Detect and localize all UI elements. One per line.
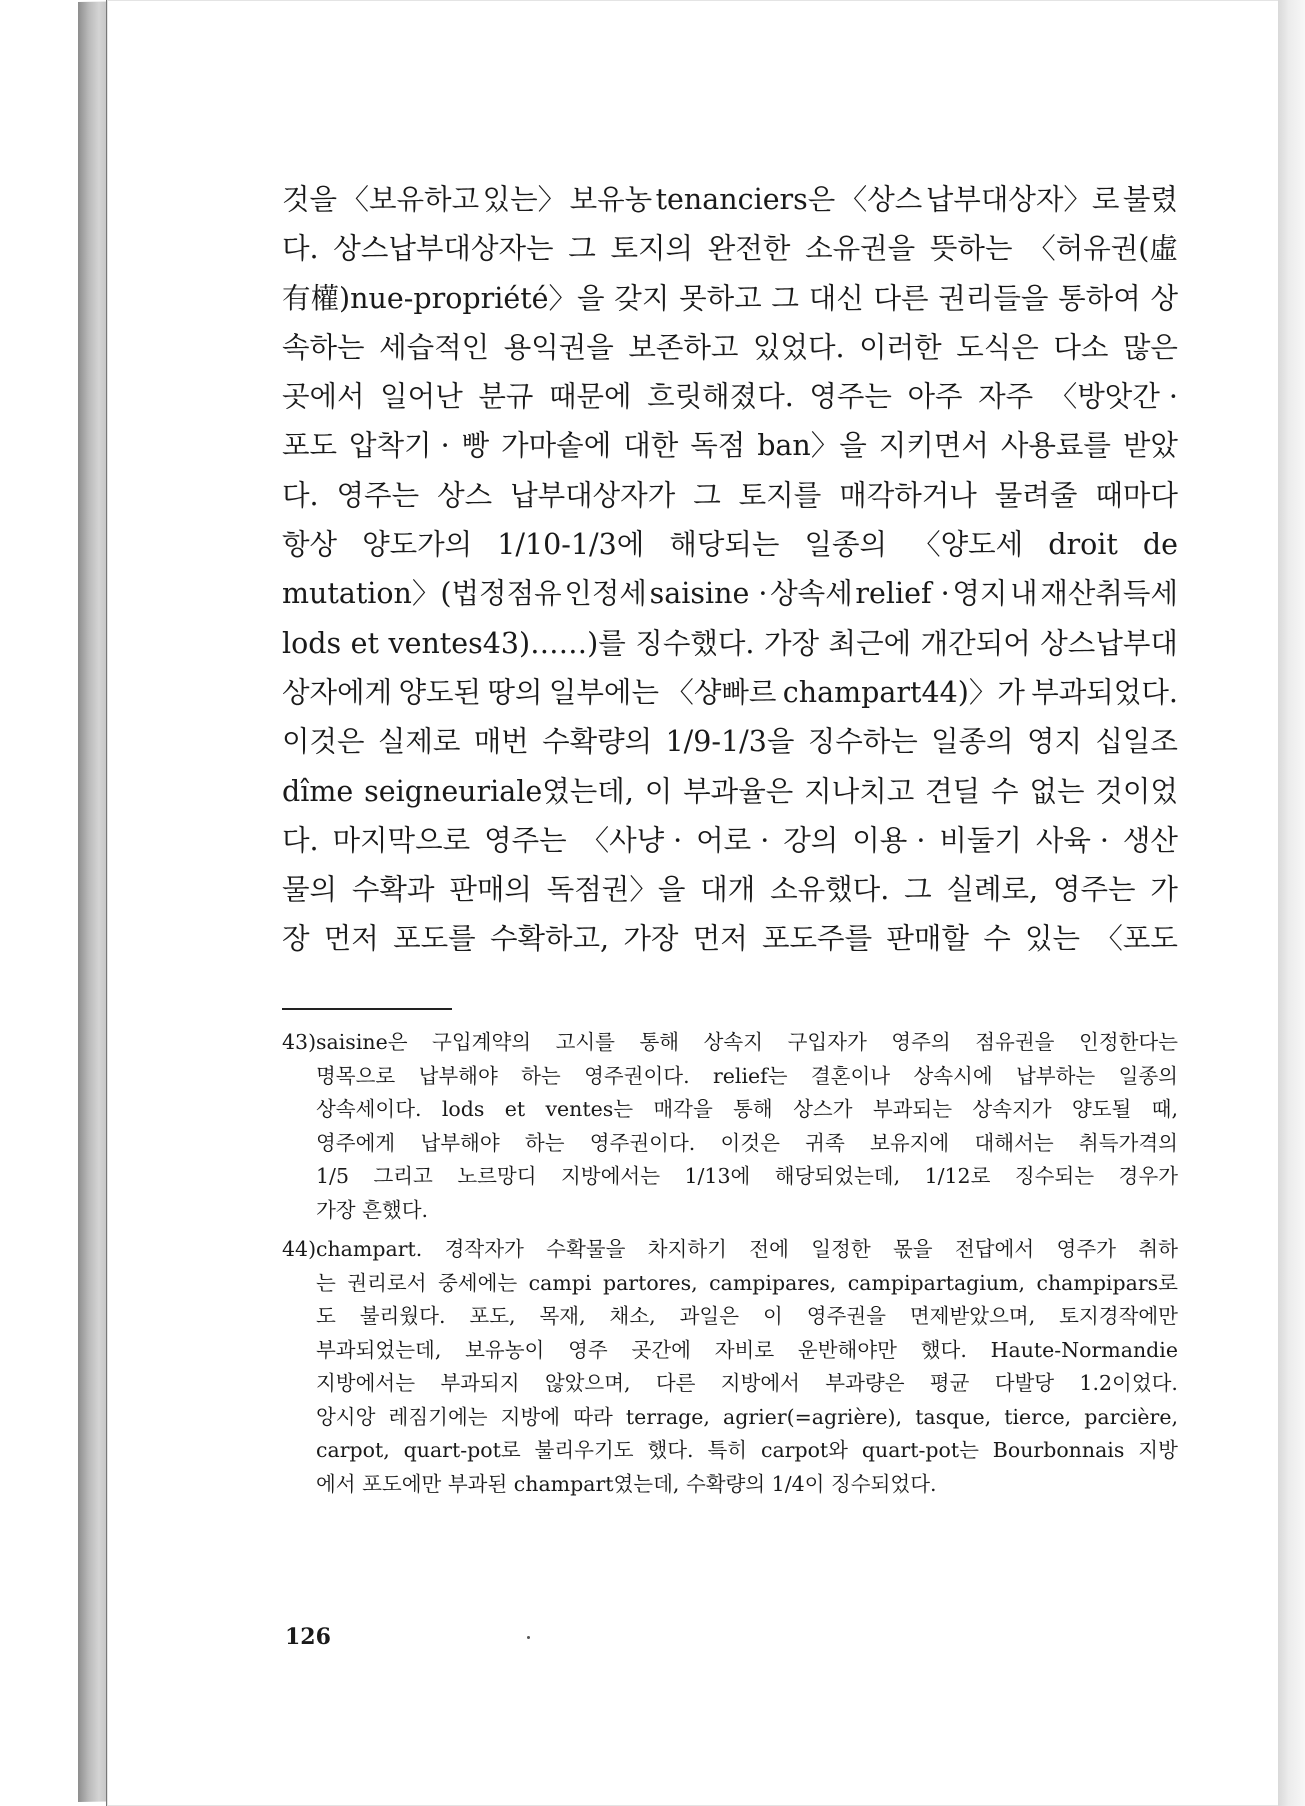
footnote-word: 부과되는 [872, 1097, 953, 1121]
body-word: 수확하고, [489, 922, 610, 956]
body-word: 가마솥에 [501, 429, 612, 463]
footnote-word: 구입자가 [787, 1030, 867, 1054]
page-number: 126 [285, 1624, 331, 1650]
body-line [282, 224, 1178, 273]
footnote-word: 이것은 [720, 1130, 780, 1155]
body-word: 수확량의 [542, 725, 653, 759]
footnote-word: quart-pot로 [403, 1438, 521, 1462]
body-word: 장 [282, 922, 310, 956]
footnote-word: 결혼이나 [810, 1063, 891, 1088]
footnote-line [316, 1060, 1178, 1094]
body-word: 갖지 [614, 281, 670, 315]
body-word: de [1142, 528, 1178, 562]
body-word: 상스납부대상자는 [333, 232, 554, 266]
body-word: 상스납부대 [1040, 626, 1178, 660]
footnote-line [316, 1434, 1178, 1468]
footnote-word: 납부해야 [420, 1130, 500, 1155]
footnote-line [316, 1334, 1178, 1368]
body-word: 마지막으로 [332, 823, 471, 857]
footnote-word: campipartagium, [847, 1270, 1025, 1295]
body-word: relief · [855, 577, 950, 611]
body-word: ban〉을 [757, 429, 867, 463]
footnote-word: 해당되었는데, [774, 1164, 901, 1188]
body-word: 물려줄 [994, 478, 1078, 512]
body-word: 일종의 [931, 725, 1014, 759]
footnote-word: 통해 [733, 1097, 773, 1121]
footnote-word: 차지하기 [647, 1237, 727, 1261]
footnote-word: 상스가 [793, 1097, 853, 1121]
body-word: 불렸 [1122, 183, 1178, 216]
body-word: 견딜 [925, 774, 981, 808]
footnotes [282, 1026, 1178, 1507]
body-word: 〈포도 [1094, 922, 1178, 956]
body-word: 것을 [282, 183, 338, 216]
body-word: 속하는 [282, 330, 365, 364]
footnote-word: 1/13에 [684, 1164, 751, 1188]
footnote-word: 몫을 [893, 1237, 933, 1261]
footnote-word: carpot와 [760, 1438, 848, 1462]
body-word: 가장 [763, 626, 820, 660]
body-word: droit [1048, 528, 1118, 562]
body-word: 아주 [907, 380, 963, 414]
footnote-word: 일종의 [1118, 1063, 1178, 1088]
body-word: 대신 [808, 281, 864, 315]
body-word: 납부대상자가 [510, 478, 676, 512]
footnote-word: Bourbonnais [992, 1438, 1125, 1462]
footnote-word: 이 [762, 1304, 783, 1328]
body-word: 사용료를 [1000, 429, 1111, 463]
body-word: 〈양도세 [912, 528, 1024, 562]
footnote-word: 자비로 [714, 1337, 775, 1362]
body-word: 부과되었다. [1031, 675, 1178, 709]
footnote-word: 도 [316, 1304, 336, 1328]
footnote-word: 운반해야만 [797, 1337, 897, 1362]
footnote-word: 상속지 [703, 1030, 764, 1054]
body-word: 영주는 [1052, 873, 1136, 907]
footnote-43 [282, 1026, 1178, 1227]
footnote-word: 지방에서는 [561, 1164, 661, 1188]
footnote-word: 가장 흔했다. [316, 1197, 429, 1222]
body-word: 납부대상자〉로 [925, 183, 1120, 216]
body-word: 영주는 [809, 380, 892, 414]
footnote-word: 일정한 [811, 1237, 871, 1261]
body-word: 매각하거나 [839, 478, 977, 512]
body-word: 강의 [783, 823, 839, 857]
footnote-line [316, 1401, 1178, 1435]
body-word: tenanciers은 [655, 183, 836, 216]
body-word: dîme [282, 774, 354, 808]
body-word: 못하고 [679, 281, 762, 315]
footnote-line [316, 1194, 1178, 1228]
body-word: 이것은 [282, 725, 365, 759]
body-line [282, 668, 1178, 717]
body-word: 이러한 [859, 330, 942, 364]
body-word: et [350, 626, 379, 660]
footnote-word: 에서 포도에만 부과된 champart였는데, 수확량의 1/4이 징수되었다. [316, 1471, 937, 1496]
body-word: 영지 [1026, 725, 1083, 759]
footnote-word: 영주에게 [316, 1130, 396, 1155]
body-word: 〈샹빠르 [665, 675, 777, 709]
footnote-word: 1/12로 [924, 1164, 991, 1188]
body-word: 토지를 [738, 478, 822, 512]
body-word: 이용 · [852, 823, 926, 857]
footnote-word: 납부하는 [1016, 1063, 1096, 1088]
body-line [282, 520, 1178, 569]
footnote-word: 부과되지 [440, 1371, 520, 1395]
footnote-divider [282, 1008, 452, 1010]
book-spine [78, 1, 108, 1802]
body-word: 상스 [437, 478, 493, 512]
footnote-word: 지방에서는 [316, 1371, 416, 1395]
body-word: 양도가의 [362, 528, 473, 562]
body-word: 1/9-1/3을 [665, 725, 795, 759]
body-word: 때문에 [548, 380, 632, 414]
body-word: 그 [904, 873, 932, 907]
footnote-word: 인정한다는 [1078, 1030, 1178, 1054]
body-word: 수 [991, 774, 1019, 808]
body-word: 보존하고 [628, 330, 739, 364]
body-word: 수 [983, 922, 1011, 956]
body-word: 먼저 [323, 922, 379, 956]
body-word: 없는 [1029, 774, 1085, 808]
body-word: 내 [1010, 577, 1038, 611]
footnote-word: 채소, [609, 1304, 656, 1328]
footnote-word: 명목으로 [316, 1063, 396, 1088]
body-word: 그 [693, 478, 721, 512]
body-word: 대한 [623, 429, 679, 463]
body-word: 다. [282, 232, 319, 266]
body-word: 소유했다. [770, 873, 890, 907]
body-word: 빵 [461, 429, 490, 463]
footnote-line [316, 1367, 1178, 1401]
body-line [282, 569, 1178, 618]
body-word: 실례로, [946, 873, 1039, 907]
body-word: 먼저 [692, 922, 748, 956]
body-line [282, 372, 1178, 421]
footnote-word: 토지경작에만 [1059, 1304, 1178, 1328]
footnote-word: tierce, [1004, 1404, 1072, 1429]
footnote-word: 했다. [920, 1337, 967, 1362]
footnote-word: 노르망디 [457, 1164, 537, 1188]
footnote-word: 점유권을 [975, 1030, 1055, 1054]
footnote-word: campi [528, 1270, 592, 1295]
body-word: 용익권을 [503, 330, 614, 364]
footnote-word: 다발당 [994, 1371, 1055, 1395]
footnote-word: 상속시에 [913, 1063, 993, 1088]
footnote-word: campipares, [709, 1270, 837, 1295]
footnote-word: 양도될 [1071, 1097, 1132, 1121]
body-word: 일어난 [380, 380, 463, 414]
body-word: 지키면서 [878, 429, 989, 463]
body-word: lods [282, 626, 342, 660]
footnote-word: 수확물을 [546, 1237, 626, 1261]
body-word: 어로 · [696, 823, 770, 857]
body-word: 상 [1150, 281, 1178, 315]
footnote-word: carpot, [316, 1438, 390, 1462]
footnote-word: 상속세이다. [316, 1097, 422, 1121]
footnote-word: 때, [1151, 1097, 1178, 1121]
body-word: 〈보유하고 [340, 183, 480, 216]
footnote-word: 하는 [524, 1130, 565, 1155]
body-word: 일종의 [804, 528, 888, 562]
body-word: 영주는 [484, 823, 567, 857]
footnote-word: 납부해야 [418, 1063, 498, 1088]
footnote-word: 곳간에 [631, 1337, 691, 1362]
body-word: 압착기 · [349, 429, 450, 463]
body-word: 실제로 [377, 725, 461, 759]
body-word: 영주는 [336, 478, 420, 512]
footnote-word: 불리웠다. [359, 1304, 446, 1328]
body-word: 1/10-1/3에 [497, 528, 645, 562]
body-word: 포도주를 [762, 922, 873, 956]
footnote-word: 경우가 [1118, 1164, 1178, 1188]
footnote-word: 귀족 [805, 1130, 845, 1155]
body-word: 십일조 [1095, 725, 1178, 759]
footnote-word: 상속지가 [972, 1097, 1052, 1121]
footnote-word: 레짐기에는 [388, 1404, 488, 1429]
footnote-word: 보유지에 [870, 1130, 950, 1155]
footnote-line [316, 1300, 1178, 1334]
body-word: 곳에서 [282, 380, 365, 414]
footnote-word: 전답에서 [954, 1237, 1035, 1261]
body-word: 지나치고 [804, 774, 915, 808]
body-word: 통하여 [1058, 281, 1141, 315]
footnote-word: 따라 [573, 1404, 613, 1429]
footnote-word: 1/5 [316, 1164, 349, 1188]
footnote-word: tasque, [915, 1404, 992, 1429]
footnote-word: champart. [316, 1237, 423, 1261]
footnote-word: 전에 [749, 1237, 789, 1261]
body-word: 완전한 [707, 232, 791, 266]
footnote-number: 44) [282, 1237, 317, 1261]
footnote-word: 부과되었는데, [316, 1337, 442, 1362]
footnote-word: 부과량은 [825, 1371, 905, 1395]
body-word: 대개 [700, 873, 756, 907]
body-word: 소유권을 [805, 232, 916, 266]
body-word: champart44)〉가 [782, 675, 1025, 709]
body-word: 자주 [978, 380, 1034, 414]
body-word: 부과율은 [683, 774, 794, 808]
footnote-word: 중세에는 [437, 1270, 518, 1295]
footnote-word: 취하 [1138, 1237, 1178, 1261]
body-word: 다. [282, 823, 319, 857]
ink-speck [527, 1636, 530, 1639]
body-word: 생산 [1122, 823, 1178, 857]
footnote-word: 는 [316, 1270, 336, 1295]
body-word: 해당되는 [669, 528, 780, 562]
footnote-word: 매각을 [653, 1097, 713, 1121]
footnote-word: champipars로 [1036, 1270, 1178, 1295]
footnote-word: 앙시앙 [316, 1404, 376, 1429]
body-word: 상속세 [770, 577, 853, 611]
body-word: 포도 [282, 429, 338, 463]
footnote-word: 1.2이었다. [1079, 1371, 1178, 1395]
body-word: 사육 · [1035, 823, 1109, 857]
body-word: 받았 [1122, 429, 1178, 463]
body-word: 때마다 [1095, 478, 1178, 512]
footnote-word: 했다. [647, 1438, 694, 1462]
body-word: 있는 [1025, 922, 1081, 956]
footnote-word: 면제받았으며, [909, 1304, 1036, 1328]
body-word: 매번 [473, 725, 529, 759]
body-word: 수확과 [351, 873, 435, 907]
body-word: 항상 [282, 528, 338, 562]
body-word: 인정세 [564, 577, 647, 611]
body-word: 물의 [282, 873, 338, 907]
body-line [282, 865, 1178, 914]
body-word: 최근에 [828, 626, 912, 660]
body-word: 상자에게 [282, 675, 393, 709]
body-word: 有權)nue-propriété〉을 [282, 281, 605, 315]
body-word: 포도를 [393, 922, 476, 956]
body-line [282, 816, 1178, 865]
body-word: seigneuriale였는데, [364, 774, 634, 808]
footnote-word: Haute-Normandie [990, 1337, 1178, 1362]
body-word: 가장 [623, 922, 679, 956]
footnote-word: partores, [602, 1270, 698, 1295]
body-word: 도식은 [956, 330, 1039, 364]
footnote-word: 목재, [539, 1304, 586, 1328]
footnote-word: 지방에서 [720, 1371, 800, 1395]
body-line [282, 323, 1178, 372]
footnote-word: 영주 [568, 1337, 608, 1362]
body-word: 다소 [1053, 330, 1109, 364]
footnote-word: 지방 [1138, 1438, 1178, 1462]
footnote-word: 징수되는 [1014, 1164, 1095, 1188]
body-line [282, 914, 1178, 963]
body-word: 흐릿해졌다. [647, 380, 794, 414]
footnote-44 [282, 1233, 1178, 1501]
body-word: 일부에는 [548, 675, 659, 709]
body-word: 그 [771, 281, 799, 315]
body-word: 판매할 [886, 922, 969, 956]
body-word: 이 [644, 774, 673, 808]
page-edge [1278, 0, 1305, 1806]
footnote-word: 않았으며, [544, 1371, 631, 1395]
footnote-word: 영주의 [891, 1030, 951, 1054]
footnote-word: 평균 [929, 1371, 970, 1395]
body-line [282, 471, 1178, 520]
body-word: 다른 [873, 281, 929, 315]
body-word: 〈사냥 · [580, 823, 683, 857]
footnote-word: 보유농이 [465, 1337, 545, 1362]
body-word: 판매의 [449, 873, 532, 907]
footnote-word: 영주권을 [806, 1304, 886, 1328]
footnote-word: 취득가격의 [1078, 1130, 1178, 1155]
footnote-line [316, 1233, 1178, 1267]
footnote-word: 특히 [707, 1438, 748, 1462]
body-word: 징수하는 [807, 725, 918, 759]
body-word: ventes43)……)를 [388, 626, 626, 660]
footnote-word: saisine은 [316, 1030, 408, 1054]
body-word: 있었다. [752, 330, 845, 364]
body-word: 것이었 [1095, 774, 1178, 808]
footnote-word: 영주권이다. [589, 1130, 696, 1155]
body-word: 독점권〉을 [546, 873, 686, 907]
footnote-line [316, 1160, 1178, 1194]
footnote-word: 다른 [655, 1371, 696, 1395]
body-word: 그 [568, 232, 596, 266]
footnote-line [316, 1026, 1178, 1060]
footnote-word: ventes는 [545, 1097, 634, 1121]
footnote-word: 고시를 [555, 1030, 615, 1054]
body-word: 양도된 [398, 675, 482, 709]
footnote-number: 43) [282, 1030, 317, 1054]
footnote-line [316, 1267, 1178, 1301]
footnote-word: 경작자가 [444, 1237, 524, 1261]
body-word: saisine · [649, 577, 768, 611]
body-line [282, 421, 1178, 470]
footnote-word: 영주권이다. [584, 1063, 690, 1088]
footnote-word: 구입계약의 [432, 1030, 532, 1054]
footnote-word: parcière, [1084, 1404, 1178, 1429]
body-line [282, 717, 1178, 766]
body-word: mutation〉(법정점유 [282, 577, 562, 611]
footnote-word: 영주가 [1056, 1237, 1116, 1261]
body-word: 개간되어 [920, 626, 1031, 660]
body-line [282, 175, 1178, 224]
body-word: 독점 [690, 429, 746, 463]
body-word: 권리들을 [938, 281, 1049, 315]
body-word: 뜻하는 [929, 232, 1013, 266]
body-word: 재산취득세 [1040, 577, 1178, 611]
footnote-word: 그리고 [373, 1164, 433, 1188]
body-word: 땅의 [487, 675, 543, 709]
footnote-word: 과일은 [679, 1304, 740, 1328]
footnote-word: 지방에 [500, 1404, 561, 1429]
body-line [282, 767, 1178, 816]
body-word: 토지의 [610, 232, 694, 266]
footnote-word: quart-pot는 [861, 1438, 979, 1462]
footnote-word: 대해서는 [974, 1130, 1054, 1155]
body-word: 많은 [1122, 330, 1178, 364]
body-word: 분규 [478, 380, 534, 414]
footnote-word: 권리로서 [347, 1270, 427, 1295]
body-word: 〈허유권(虛 [1027, 232, 1178, 266]
body-word: 영지 [952, 577, 1008, 611]
body-word: 보유농 [569, 183, 653, 216]
footnote-word: agrier(=agrière), [722, 1404, 903, 1429]
footnote-word: terrage, [625, 1404, 710, 1429]
body-word: 〈방앗간 · [1048, 380, 1178, 414]
footnote-word: relief는 [712, 1063, 788, 1088]
body-text [282, 175, 1178, 964]
footnote-word: lods [441, 1097, 485, 1121]
body-word: 다. [282, 478, 319, 512]
footnote-line [316, 1127, 1178, 1161]
body-line [282, 619, 1178, 668]
footnote-word: 불리우기도 [534, 1438, 634, 1462]
body-word: 가 [1150, 873, 1178, 907]
footnote-word: 포도, [469, 1304, 516, 1328]
body-word: 징수했다. [635, 626, 755, 660]
footnote-word: et [504, 1097, 526, 1121]
footnote-line [316, 1468, 1178, 1502]
body-word: 세습적인 [379, 330, 490, 364]
body-word: 비둘기 [939, 823, 1022, 857]
footnote-word: 통해 [639, 1030, 680, 1054]
footnote-line [316, 1093, 1178, 1127]
body-word: 〈상스 [838, 183, 923, 216]
body-word: 있는〉 [482, 183, 567, 216]
footnote-word: 하는 [521, 1063, 561, 1088]
body-line [282, 274, 1178, 323]
